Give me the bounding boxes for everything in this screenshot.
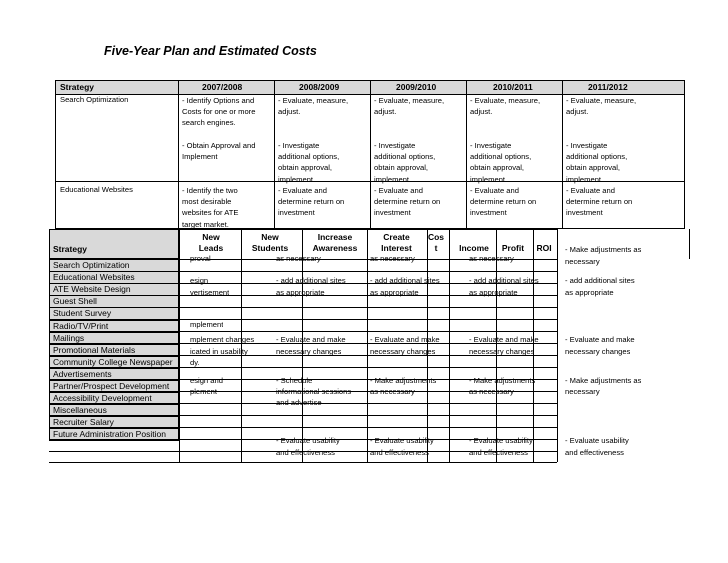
metrics-col-divider	[557, 229, 558, 462]
metrics-row-divider	[49, 355, 557, 356]
bleed-text: - Evaluate and make	[469, 335, 539, 344]
metrics-row-divider	[49, 259, 557, 260]
bleed-text: as appropriate	[469, 288, 518, 297]
strategy-row-label: Student Survey	[49, 307, 179, 320]
bleed-text: as necessary	[469, 254, 514, 263]
bleed-text: necessary changes	[565, 347, 631, 356]
bleed-text: as necessary	[469, 387, 514, 396]
strategy-row-label: Promotional Materials	[49, 344, 179, 357]
bleed-text: - Evaluate usability	[469, 436, 533, 445]
header-2007-2008: 2007/2008	[202, 82, 243, 92]
strategy-row-label: Educational Websites	[49, 271, 179, 284]
bleed-text: as appropriate	[565, 288, 614, 297]
strategy-row-label: Future Administration Position	[49, 428, 179, 441]
strategy-row-label: ATE Website Design	[49, 283, 179, 296]
header-2009-2010: 2009/2010	[396, 82, 437, 92]
plan-cell: - Obtain Approval and Implement	[182, 141, 256, 162]
metrics-col-divider	[689, 229, 690, 259]
metrics-row-divider	[49, 271, 557, 272]
plan-cell: - Evaluate and determine return on investment	[470, 186, 537, 218]
bleed-text: proval	[190, 254, 211, 263]
metrics-row-divider	[49, 295, 557, 296]
bleed-text: vertisement	[190, 288, 230, 297]
metrics-row-divider	[49, 379, 557, 380]
metrics-row-divider	[49, 462, 557, 463]
metrics-row-divider	[49, 439, 557, 440]
header-create-interest: Create Interest	[381, 232, 412, 253]
bleed-text: - Make adjustments as	[565, 376, 642, 385]
bleed-text: as necessary	[370, 387, 415, 396]
bleed-text: - Evaluate and make	[370, 335, 440, 344]
bleed-text: - add additional sites	[469, 276, 539, 285]
plan-cell: - Evaluate and determine return on investment	[566, 186, 633, 218]
strategy-row-label: Accessibility Development	[49, 392, 179, 405]
bleed-text: as appropriate	[276, 288, 325, 297]
bleed-text: necessary changes	[469, 347, 535, 356]
strategy-row-label: Radio/TV/Print	[49, 320, 179, 333]
plan-cell: - Evaluate and determine return on investment	[278, 186, 345, 218]
bleed-text: plement	[190, 387, 218, 396]
strategy-row-label: Miscellaneous	[49, 404, 179, 417]
plan-cell: - Investigate additional options, obtain approval, implement.	[374, 141, 436, 184]
bleed-text: necessary	[565, 387, 600, 396]
plan-col-divider	[370, 81, 371, 228]
plan-cell: - Investigate additional options, obtain approval, implement.	[278, 141, 340, 184]
bleed-text: - Evaluate and make	[276, 335, 346, 344]
bleed-text: mplement	[190, 320, 224, 329]
plan-cell: - Evaluate, measure, adjust.	[278, 96, 349, 117]
header-2008-2009: 2008/2009	[299, 82, 340, 92]
plan-col-divider	[466, 81, 467, 228]
metrics-row-divider	[49, 451, 557, 452]
metrics-row-divider	[49, 307, 557, 308]
header-2011-2012: 2011/2012	[588, 82, 628, 92]
bleed-text: and advertise	[276, 398, 322, 407]
metrics-table	[49, 229, 689, 462]
bleed-text: - Make adjustments	[469, 376, 536, 385]
bleed-text: necessary	[565, 257, 600, 266]
bleed-text: dy.	[190, 358, 200, 367]
metrics-header-strategy: Strategy	[49, 229, 179, 259]
bleed-text: necessary changes	[276, 347, 342, 356]
bleed-text: esign	[190, 276, 209, 285]
bleed-text: - add additional sites	[276, 276, 346, 285]
metrics-row-divider	[49, 229, 557, 230]
bleed-text: and effectiveness	[469, 448, 528, 457]
plan-cell: - Investigate additional options, obtain approval, implement.	[470, 141, 532, 184]
header-increase-awareness: Increase Awareness	[312, 232, 358, 253]
plan-col-divider	[178, 81, 179, 228]
metrics-row-divider	[49, 283, 557, 284]
header-roi: ROI	[536, 243, 552, 253]
bleed-text: - Schedule	[276, 376, 313, 385]
bleed-text: icated in usability	[190, 347, 248, 356]
five-year-plan-table	[55, 80, 685, 229]
strategy-row-label: Search Optimization	[49, 259, 179, 272]
bleed-text: and effectiveness	[276, 448, 335, 457]
metrics-row-divider	[49, 391, 557, 392]
header-strategy: Strategy	[60, 82, 95, 92]
header-income: Income	[459, 243, 489, 253]
bleed-text: as appropriate	[370, 288, 419, 297]
bleed-text: - Evaluate usability	[276, 436, 340, 445]
bleed-text: - Make adjustments	[370, 376, 437, 385]
plan-col-divider	[274, 81, 275, 228]
header-2010-2011: 2010/2011	[493, 82, 533, 92]
metrics-row-divider	[49, 343, 557, 344]
metrics-row-divider	[49, 331, 557, 332]
header-cost: Cos t	[427, 232, 445, 253]
plan-cell: - Evaluate and determine return on investment	[374, 186, 441, 218]
strategy-row-label: Community College Newspaper	[49, 356, 179, 369]
plan-cell: - Evaluate, measure, adjust.	[470, 96, 541, 117]
bleed-text: as necessary	[370, 254, 415, 263]
header-profit: Profit	[501, 243, 525, 253]
page-title: Five-Year Plan and Estimated Costs	[104, 44, 317, 58]
bleed-text: as necessary	[276, 254, 321, 263]
plan-strategy-cell: Educational Websites	[60, 185, 133, 194]
bleed-text: - Evaluate usability	[370, 436, 434, 445]
bleed-text: and effectiveness	[370, 448, 429, 457]
metrics-row-divider	[49, 367, 557, 368]
plan-cell: - Identify Options and Costs for one or more search engines.	[182, 96, 256, 128]
bleed-text: informational sessions	[276, 387, 352, 396]
header-new-students: New Students	[251, 232, 289, 253]
bleed-text: - Evaluate and make	[565, 335, 635, 344]
bleed-text: esign and	[190, 376, 223, 385]
strategy-row-label: Recruiter Salary	[49, 416, 179, 429]
plan-col-divider	[562, 81, 563, 228]
bleed-text: - Make adjustments as	[565, 245, 642, 254]
bleed-text: and effectiveness	[565, 448, 624, 457]
strategy-row-label: Mailings	[49, 332, 179, 345]
plan-strategy-cell: Search Optimization	[60, 95, 129, 104]
strategy-row-label: Partner/Prospect Development	[49, 380, 179, 393]
header-new-leads: New Leads	[198, 232, 224, 253]
metrics-row-divider	[49, 415, 557, 416]
plan-cell: - Investigate additional options, obtain approval, implement.	[566, 141, 628, 184]
bleed-text: necessary changes	[370, 347, 436, 356]
bleed-text: - add additional sites	[370, 276, 440, 285]
metrics-row-divider	[49, 319, 557, 320]
metrics-row-divider	[49, 403, 557, 404]
bleed-text: mplement changes	[190, 335, 255, 344]
plan-cell: - Evaluate, measure, adjust.	[374, 96, 445, 117]
strategy-row-label: Advertisements	[49, 368, 179, 381]
metrics-row-divider	[49, 427, 557, 428]
bleed-text: - add additional sites	[565, 276, 635, 285]
bleed-text: - Evaluate usability	[565, 436, 629, 445]
strategy-row-label: Guest Shell	[49, 295, 179, 308]
plan-cell: - Evaluate, measure, adjust.	[566, 96, 637, 117]
plan-cell: - Identify the two most desirable websites for ATE target market.	[182, 186, 239, 229]
